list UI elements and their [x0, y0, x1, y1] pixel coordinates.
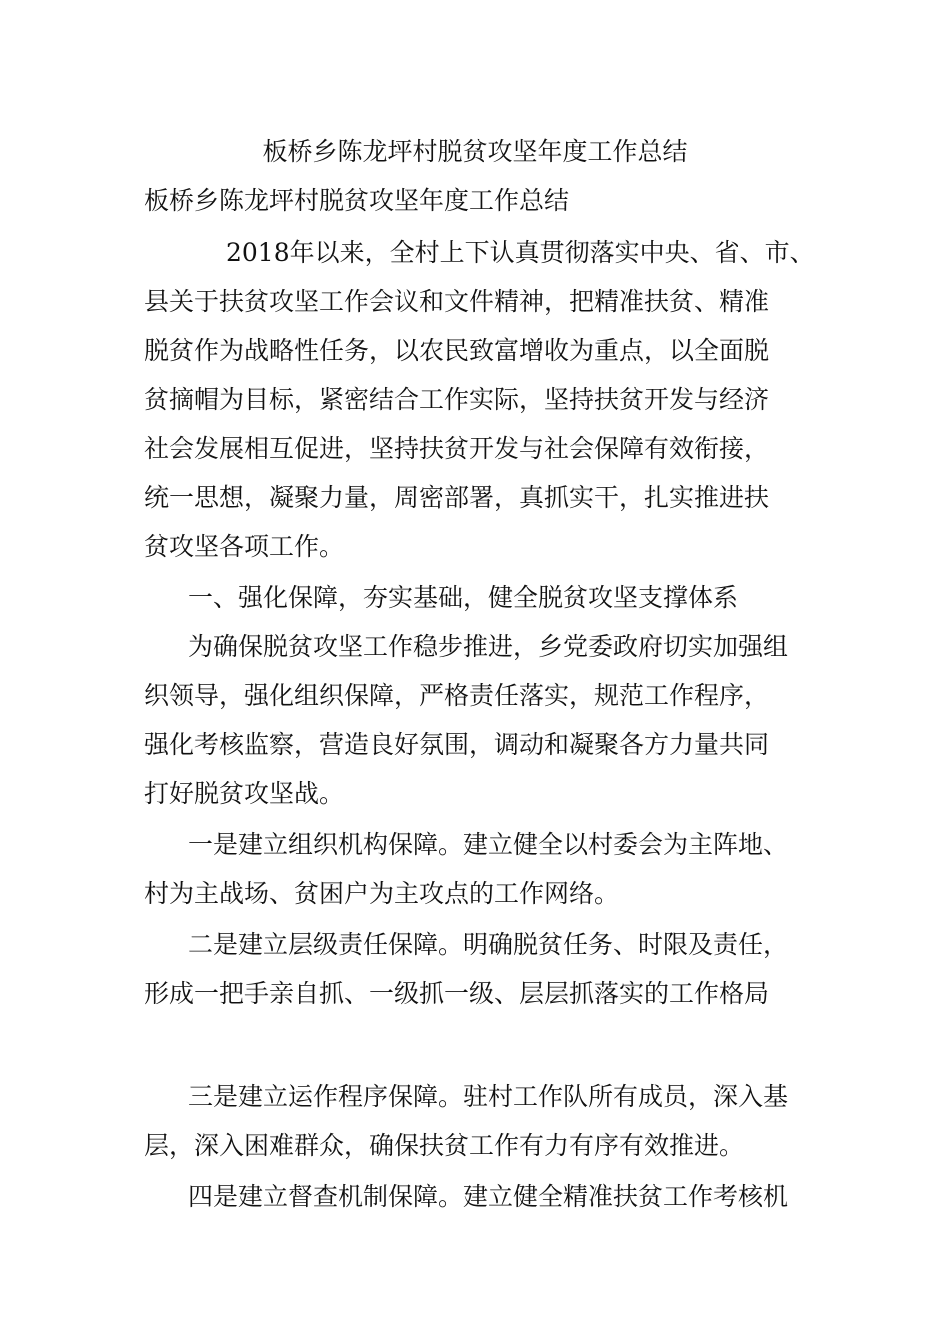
intro-line: 统一思想，凝聚力量，周密部署，真抓实干，扎实推进扶: [144, 483, 770, 512]
document-subtitle: 板桥乡陈龙坪村脱贫攻坚年度工作总结: [144, 186, 570, 215]
section-heading: 一、强化保障，夯实基础，健全脱贫攻坚支撑体系: [188, 583, 739, 612]
intro-line: 2018年以来，全村上下认真贯彻落实中央、省、市、: [226, 238, 815, 267]
item-line: 村为主战场、贫困户为主攻点的工作网络。: [144, 879, 620, 908]
item-line: 二是建立层级责任保障。明确脱贫任务、时限及责任，: [188, 930, 789, 959]
intro-line: 县关于扶贫攻坚工作会议和文件精神，把精准扶贫、精准: [144, 287, 770, 316]
item-line: 层，深入困难群众，确保扶贫工作有力有序有效推进。: [144, 1131, 745, 1160]
item-line: 一是建立组织机构保障。建立健全以村委会为主阵地、: [188, 830, 789, 859]
item-line: 三是建立运作程序保障。驻村工作队所有成员，深入基: [188, 1082, 789, 1111]
section-paragraph-line: 打好脱贫攻坚战。: [144, 779, 345, 808]
section-paragraph-line: 为确保脱贫攻坚工作稳步推进，乡党委政府切实加强组: [188, 632, 789, 661]
section-paragraph-line: 织领导，强化组织保障，严格责任落实，规范工作程序，: [144, 681, 770, 710]
item-line: 四是建立督查机制保障。建立健全精准扶贫工作考核机: [188, 1182, 789, 1211]
document-title: 板桥乡陈龙坪村脱贫攻坚年度工作总结: [262, 137, 688, 166]
intro-line: 社会发展相互促进，坚持扶贫开发与社会保障有效衔接，: [144, 434, 770, 463]
intro-line: 贫攻坚各项工作。: [144, 532, 345, 561]
item-line: 形成一把手亲自抓、一级抓一级、层层抓落实的工作格局: [144, 979, 770, 1008]
intro-line: 脱贫作为战略性任务，以农民致富增收为重点，以全面脱: [144, 336, 770, 365]
section-paragraph-line: 强化考核监察，营造良好氛围，调动和凝聚各方力量共同: [144, 730, 770, 759]
intro-line: 贫摘帽为目标，紧密结合工作实际，坚持扶贫开发与经济: [144, 385, 770, 414]
